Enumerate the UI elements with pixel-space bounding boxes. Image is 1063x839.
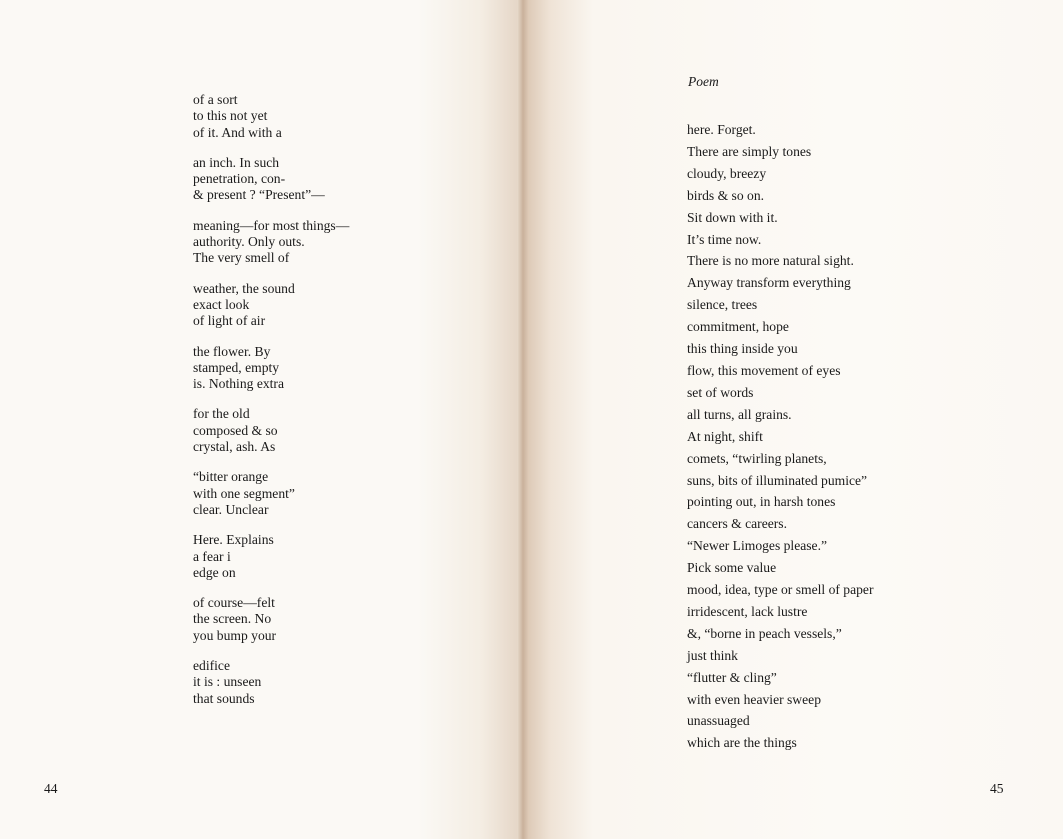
poem-line: cancers & careers. — [687, 516, 787, 532]
poem-title: Poem — [688, 74, 719, 89]
poem-line: with even heavier sweep — [687, 691, 821, 707]
poem-line: crystal, ash. As — [193, 439, 276, 455]
poem-line: set of words — [687, 384, 754, 400]
poem-line: authority. Only outs. — [193, 234, 305, 250]
poem-line: irridescent, lack lustre — [687, 603, 808, 619]
poem-line: edge on — [193, 564, 236, 580]
poem-line: of course—felt — [193, 595, 275, 611]
poem-line: flow, this movement of eyes — [687, 362, 841, 378]
poem-line: clear. Unclear — [193, 501, 269, 517]
poem-line: “flutter & cling” — [687, 669, 777, 685]
stanza — [193, 92, 493, 141]
poem-line: with one segment” — [193, 485, 295, 501]
poem-line: to this not yet — [193, 108, 268, 124]
poem-line: There is no more natural sight. — [687, 253, 854, 269]
poem-line: just think — [687, 647, 738, 663]
stanza — [193, 344, 493, 393]
poem-line: this thing inside you — [687, 341, 798, 357]
poem-line: &, “borne in peach vessels,” — [687, 625, 842, 641]
poem-line: meaning—for most things— — [193, 217, 350, 233]
poem-line: weather, the sound — [193, 280, 295, 296]
book-gutter — [517, 0, 529, 839]
poem-line: suns, bits of illuminated pumice” — [687, 472, 868, 488]
left-page — [0, 0, 523, 839]
poem-line: of it. And with a — [193, 124, 282, 140]
poem-line: pointing out, in harsh tones — [687, 494, 836, 510]
stanza — [193, 595, 493, 644]
poem-line: The very smell of — [193, 250, 290, 266]
poem-line: is. Nothing extra — [193, 376, 284, 392]
poem-line: the flower. By — [193, 343, 271, 359]
poem-line: stamped, empty — [193, 359, 280, 375]
poem-line: a fear i — [193, 548, 231, 564]
poem-line: which are the things — [687, 735, 797, 751]
poem-line: “Newer Limoges please.” — [687, 538, 828, 554]
poem-line: an inch. In such — [193, 154, 280, 170]
poem-line: commitment, hope — [687, 319, 789, 335]
poem-line: all turns, all grains. — [687, 406, 792, 422]
poem-line: Pick some value — [687, 560, 777, 576]
stanza — [193, 218, 493, 267]
poem-line: of light of air — [193, 313, 266, 329]
stanza — [193, 532, 493, 581]
poem-line: you bump your — [193, 627, 277, 643]
stanza — [193, 406, 493, 455]
poem-line: & present ? “Present”— — [193, 187, 325, 203]
poem-line: “bitter orange — [193, 469, 269, 485]
poem-line: silence, trees — [687, 297, 758, 313]
stanza — [193, 469, 493, 518]
poem-line: birds & so on. — [687, 187, 765, 203]
poem-line: composed & so — [193, 422, 278, 438]
stanza — [193, 281, 493, 330]
poem-line: mood, idea, type or smell of paper — [687, 582, 874, 598]
right-page-number: 45 — [990, 781, 1004, 796]
poem-line: edifice — [193, 658, 230, 674]
poem-line: that sounds — [193, 690, 255, 706]
stanza — [193, 155, 493, 204]
poem-line: the screen. No — [193, 611, 272, 627]
poem-line: cloudy, breezy — [687, 165, 767, 181]
poem-line: At night, shift — [687, 428, 763, 444]
stanza — [193, 658, 493, 707]
poem-line: comets, “twirling planets, — [687, 450, 827, 466]
left-page-stanzas — [193, 92, 493, 721]
poem-line: for the old — [193, 406, 250, 422]
poem-line: unassuaged — [687, 713, 750, 729]
poem-line: it is : unseen — [193, 674, 262, 690]
poem-line: It’s time now. — [687, 231, 762, 247]
poem-line: There are simply tones — [687, 143, 812, 159]
poem-line: Here. Explains — [193, 532, 274, 548]
poem-line: of a sort — [193, 92, 238, 107]
poem-line: Sit down with it. — [687, 209, 778, 225]
left-page-number: 44 — [44, 781, 58, 796]
poem-line: Anyway transform everything — [687, 275, 851, 291]
poem-line: exact look — [193, 296, 250, 312]
poem-line: here. Forget. — [687, 122, 756, 137]
poem-line: penetration, con- — [193, 171, 286, 187]
poem-lines — [687, 119, 1027, 754]
